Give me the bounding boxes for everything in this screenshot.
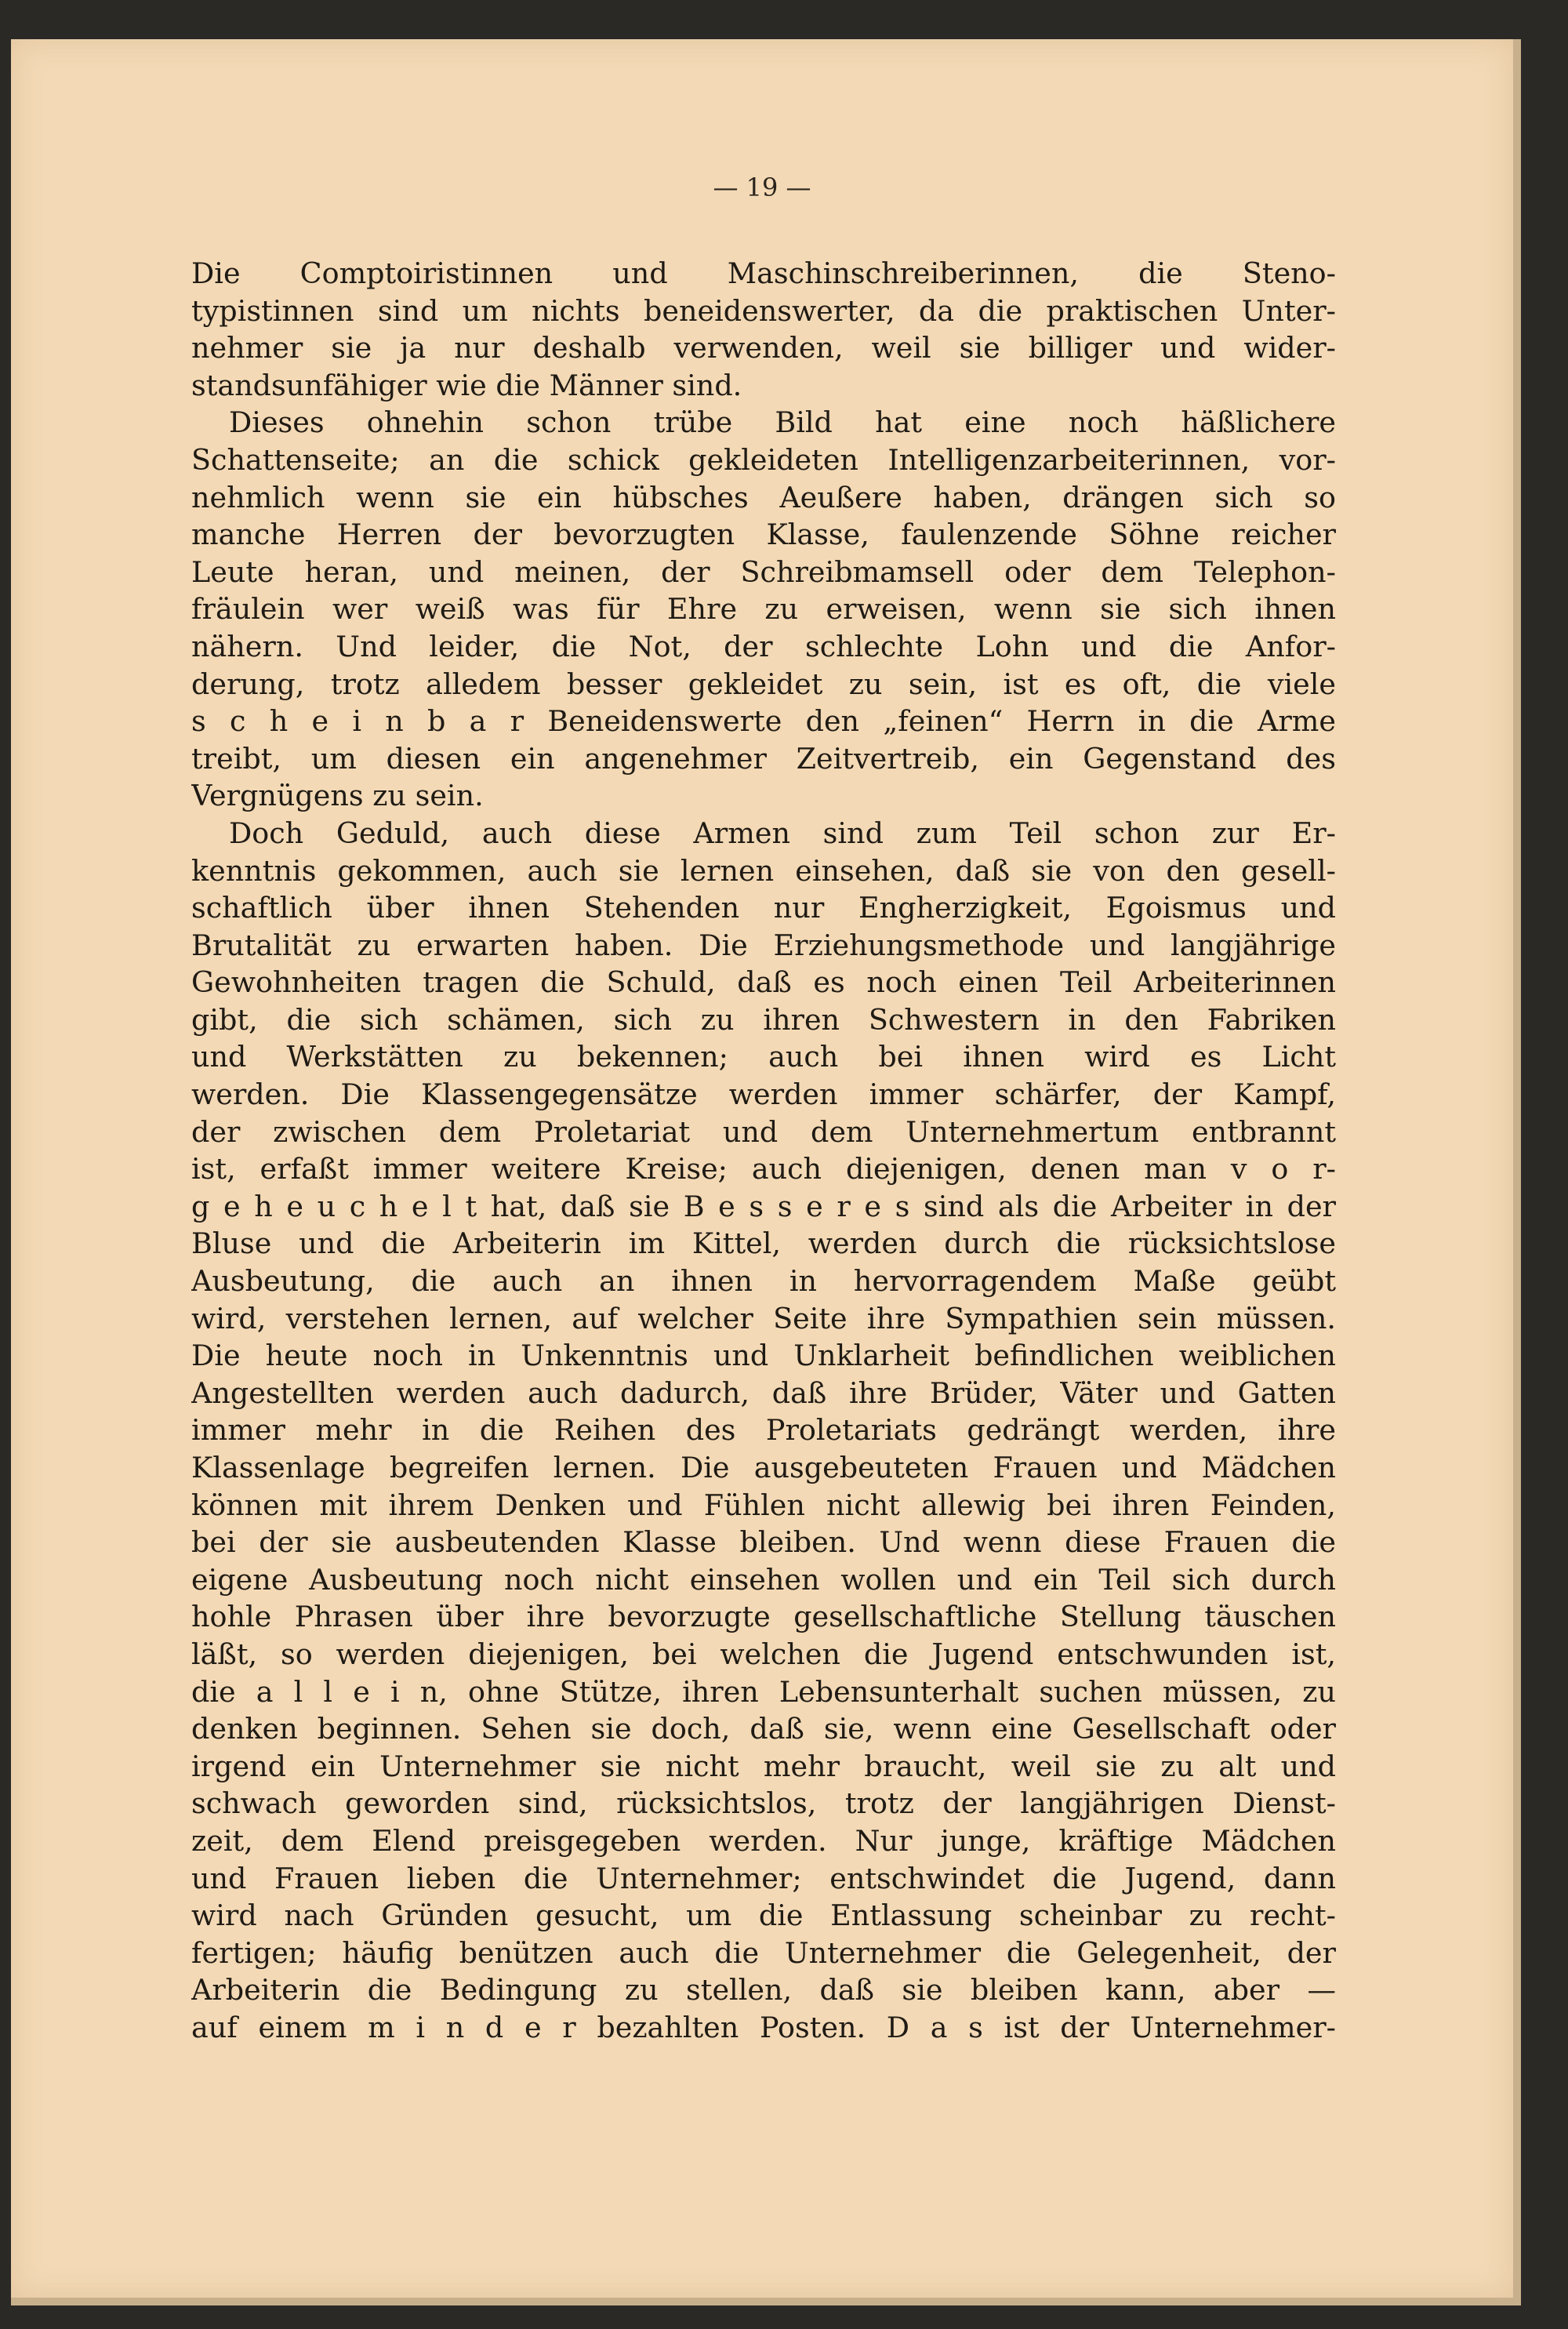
text-line: Arbeiterin die Bedingung zu stellen, daß sie bleiben kann, aber —: [191, 1973, 1336, 2007]
text-line: die a l l e i n, ohne Stütze, ihren Lebensunterhalt suchen müssen, zu: [191, 1674, 1336, 1709]
text-line: Gewohnheiten tragen die Schuld, daß es noch einen Teil Arbeiterinnen: [191, 965, 1336, 1000]
text-line: fräulein wer weiß was für Ehre zu erweisen, wenn sie sich ihnen: [191, 592, 1336, 627]
text-line: typistinnen sind um nichts beneidenswerter, da die praktischen Unter-: [191, 293, 1336, 328]
text-line: bei der sie ausbeutenden Klasse bleiben. Und wenn diese Frauen die: [191, 1525, 1336, 1560]
text-line: ist, erfaßt immer weitere Kreise; auch diejenigen, denen man v o r-: [191, 1152, 1336, 1186]
text-line: Leute heran, und meinen, der Schreibmamsell oder dem Telephon-: [191, 554, 1336, 589]
text-line: und Frauen lieben die Unternehmer; entschwindet die Jugend, dann: [191, 1861, 1336, 1895]
text-line: eigene Ausbeutung noch nicht einsehen wollen und ein Teil sich durch: [191, 1562, 1336, 1597]
text-line: läßt, so werden diejenigen, bei welchen die Jugend entschwunden ist,: [191, 1637, 1336, 1671]
text-line: Doch Geduld, auch diese Armen sind zum Teil schon zur Er-: [229, 816, 1336, 850]
text-line: kenntnis gekommen, auch sie lernen einsehen, daß sie von den gesell-: [191, 853, 1336, 888]
text-line: Schattenseite; an die schick gekleideten Intelligenzarbeiterinnen, vor-: [191, 442, 1336, 477]
text-line: schaftlich über ihnen Stehenden nur Engherzigkeit, Egoismus und: [191, 891, 1336, 925]
text-line: wird, verstehen lernen, auf welcher Seite ihre Sympathien sein müssen.: [191, 1301, 1336, 1335]
text-line: zeit, dem Elend preisgegeben werden. Nur junge, kräftige Mädchen: [191, 1823, 1336, 1858]
text-line: gibt, die sich schämen, sich zu ihren Schwestern in den Fabriken: [191, 1002, 1336, 1037]
text-line: Dieses ohnehin schon trübe Bild hat eine noch häßlichere: [229, 405, 1336, 440]
text-line: g e h e u c h e l t hat, daß sie B e s s e r e s sind als die Arbeiter in der: [191, 1189, 1336, 1223]
text-line: Ausbeutung, die auch an ihnen in hervorragendem Maße geübt: [191, 1264, 1336, 1299]
text-line: Vergnügens zu sein.: [191, 779, 484, 813]
text-line: werden. Die Klassengegensätze werden immer schärfer, der Kampf,: [191, 1077, 1336, 1112]
text-line: Bluse und die Arbeiterin im Kittel, werden durch die rücksichtslose: [191, 1226, 1336, 1261]
text-line: derung, trotz alledem besser gekleidet zu sein, ist es oft, die viele: [191, 667, 1336, 701]
text-line: fertigen; häufig benützen auch die Unternehmer die Gelegenheit, der: [191, 1935, 1336, 1970]
text-line: immer mehr in die Reihen des Proletariats gedrängt werden, ihre: [191, 1413, 1336, 1448]
text-line: hohle Phrasen über ihre bevorzugte gesellschaftliche Stellung täuschen: [191, 1600, 1336, 1634]
text-line: nähern. Und leider, die Not, der schlechte Lohn und die Anfor-: [191, 629, 1336, 663]
text-line: denken beginnen. Sehen sie doch, daß sie, wenn eine Gesellschaft oder: [191, 1712, 1336, 1746]
text-line: s c h e i n b a r Beneidenswerte den „feinen“ Herrn in die Arme: [191, 704, 1336, 739]
text-line: standsunfähiger wie die Männer sind.: [191, 368, 742, 402]
text-line: Die Comptoiristinnen und Maschinschreiberinnen, die Steno-: [191, 256, 1336, 290]
text-line: treibt, um diesen ein angenehmer Zeitvertreib, ein Gegenstand des: [191, 741, 1336, 776]
text-line: und Werkstätten zu bekennen; auch bei ihnen wird es Licht: [191, 1040, 1336, 1074]
text-line: nehmlich wenn sie ein hübsches Aeußere haben, drängen sich so: [191, 480, 1336, 514]
text-line: wird nach Gründen gesucht, um die Entlassung scheinbar zu recht-: [191, 1898, 1336, 1933]
text-line: können mit ihrem Denken und Fühlen nicht allewig bei ihren Feinden,: [191, 1488, 1336, 1522]
text-line: schwach geworden sind, rücksichtslos, trotz der langjährigen Dienst-: [191, 1786, 1336, 1821]
text-line: der zwischen dem Proletariat und dem Unternehmertum entbrannt: [191, 1114, 1336, 1149]
text-line: nehmer sie ja nur deshalb verwenden, weil sie billiger und wider-: [191, 331, 1336, 365]
body-text: [191, 255, 1336, 2047]
text-line: manche Herren der bevorzugten Klasse, faulenzende Söhne reicher: [191, 518, 1336, 552]
book-page: [11, 39, 1521, 2305]
text-line: Klassenlage begreifen lernen. Die ausgebeuteten Frauen und Mädchen: [191, 1451, 1336, 1484]
text-line: Angestellten werden auch dadurch, daß ihre Brüder, Väter und Gatten: [191, 1375, 1336, 1410]
page-number: — 19 —: [713, 173, 811, 202]
text-line: Die heute noch in Unkenntnis und Unklarheit befindlichen weiblichen: [191, 1339, 1336, 1373]
text-line: irgend ein Unternehmer sie nicht mehr braucht, weil sie zu alt und: [191, 1749, 1336, 1783]
text-line: auf einem m i n d e r bezahlten Posten. D a s ist der Unternehmer-: [191, 2010, 1336, 2044]
text-line: Brutalität zu erwarten haben. Die Erziehungsmethode und langjährige: [191, 928, 1336, 962]
